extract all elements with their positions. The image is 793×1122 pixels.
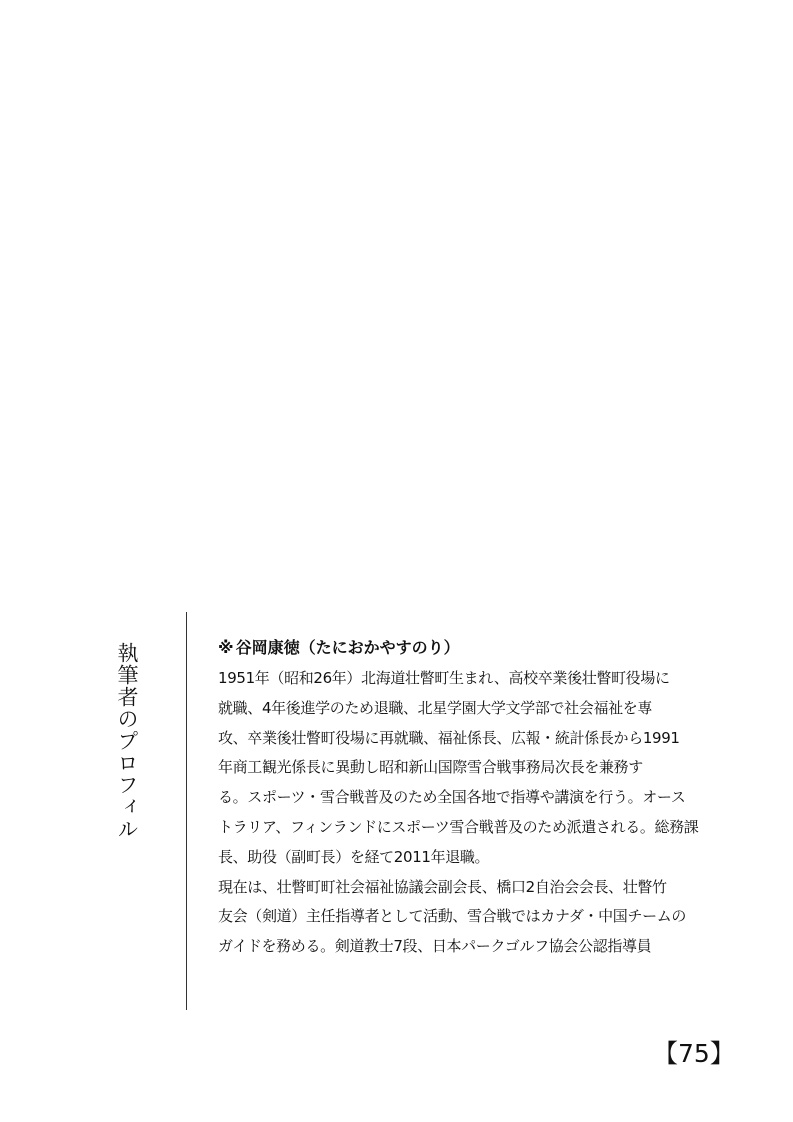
profile-text-line: 年商工観光係長に異動し昭和新山国際雪合戦事務局次長を兼務す bbox=[218, 758, 643, 777]
author-profile bbox=[218, 636, 708, 962]
profile-text-line: 現在は、壮瞥町町社会福祉協議会副会長、橋口2自治会会長、壮瞥竹 bbox=[218, 877, 667, 896]
profile-text-line: 就職、4年後進学のため退職、北星学園大学文学部で社会福祉を専 bbox=[218, 698, 653, 717]
profile-text-line: る。スポーツ・雪合戦普及のため全国各地で指導や講演を行う。オース bbox=[218, 788, 686, 807]
profile-text-line: 友会（剣道）主任指導者として活動、雪合戦ではカナダ・中国チームの bbox=[218, 907, 687, 926]
page-number: 【75】 bbox=[653, 1039, 735, 1068]
author-name: 谷岡康徳（たにおかやすのり） bbox=[235, 638, 460, 657]
profile-text-line: ガイドを務める。剣道教士7段、日本パークゴルフ協会公認指導員 bbox=[218, 937, 652, 956]
profile-text-line: トラリア、フィンランドにスポーツ雪合戦普及のため派遣される。総務課 bbox=[218, 817, 699, 836]
profile-text-line: 1951年（昭和26年）北海道壮瞥町生まれ、高校卒業後壮瞥町役場に bbox=[218, 669, 670, 687]
vertical-divider bbox=[186, 612, 187, 1010]
profile-text-line: 攻、卒業後壮瞥町役場に再就職、福祉係長、広報・統計係長から1991 bbox=[218, 728, 680, 747]
section-title-vertical: 執筆者のプロフィル bbox=[115, 642, 139, 840]
profile-text-line: 長、助役（副町長）を経て2011年退職。 bbox=[218, 847, 490, 866]
author-name-heading bbox=[218, 636, 708, 664]
reference-mark-icon: ※ bbox=[218, 638, 234, 657]
